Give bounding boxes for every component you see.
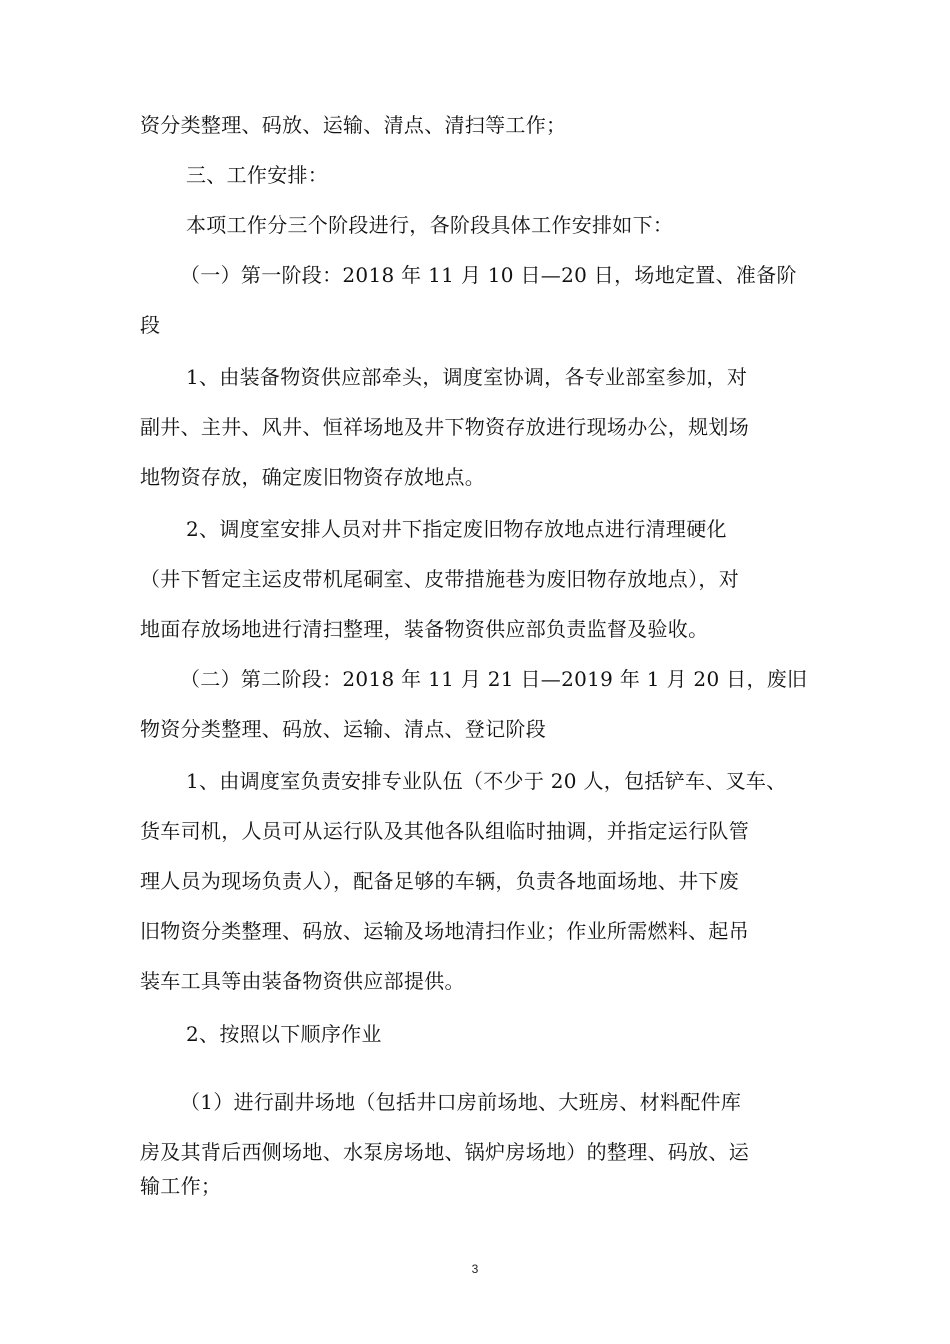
text-line: 地物资存放，确定废旧物资存放地点。 [140, 465, 486, 489]
text-line: 2、调度室安排人员对井下指定废旧物存放地点进行清理硬化 [186, 517, 727, 541]
page-number: 3 [471, 1262, 479, 1276]
section-heading: 三、工作安排： [186, 163, 329, 187]
text-line: 地面存放场地进行清扫整理，装备物资供应部负责监督及验收。 [140, 617, 709, 641]
text-line: 房及其背后西侧场地、水泵房场地、锅炉房场地）的整理、码放、运 [140, 1140, 749, 1164]
phase-heading: （二）第二阶段：2018 年 11 月 21 日—2019 年 1 月 20 日，废旧 [180, 667, 808, 691]
phase-heading: （一）第一阶段：2018 年 11 月 10 日—20 日，场地定置、准备阶 [180, 263, 797, 287]
text-line: 旧物资分类整理、码放、运输及场地清扫作业；作业所需燃料、起吊 [140, 919, 749, 943]
text-line: 段 [140, 313, 161, 337]
text-line: 输工作； [140, 1174, 222, 1198]
text-line: 本项工作分三个阶段进行，各阶段具体工作安排如下： [186, 213, 674, 237]
text-line: 理人员为现场负责人），配备足够的车辆，负责各地面场地、井下废 [140, 869, 739, 893]
text-line: （1）进行副井场地（包括井口房前场地、大班房、材料配件库 [180, 1090, 742, 1114]
text-line: 装车工具等由装备物资供应部提供。 [140, 969, 465, 993]
text-line: 货车司机，人员可从运行队及其他各队组临时抽调，并指定运行队管 [140, 819, 749, 843]
text-line: 资分类整理、码放、运输、清点、清扫等工作； [140, 113, 567, 137]
text-line: 物资分类整理、码放、运输、清点、登记阶段 [140, 717, 546, 741]
text-line: （井下暂定主运皮带机尾硐室、皮带措施巷为废旧物存放地点），对 [140, 567, 739, 591]
text-line: 1、由调度室负责安排专业队伍（不少于 20 人，包括铲车、叉车、 [186, 769, 787, 793]
text-line: 副井、主井、风井、恒祥场地及井下物资存放进行现场办公，规划场 [140, 415, 749, 439]
text-line: 2、按照以下顺序作业 [186, 1022, 382, 1046]
text-line: 1、由装备物资供应部牵头，调度室协调，各专业部室参加，对 [186, 365, 748, 389]
